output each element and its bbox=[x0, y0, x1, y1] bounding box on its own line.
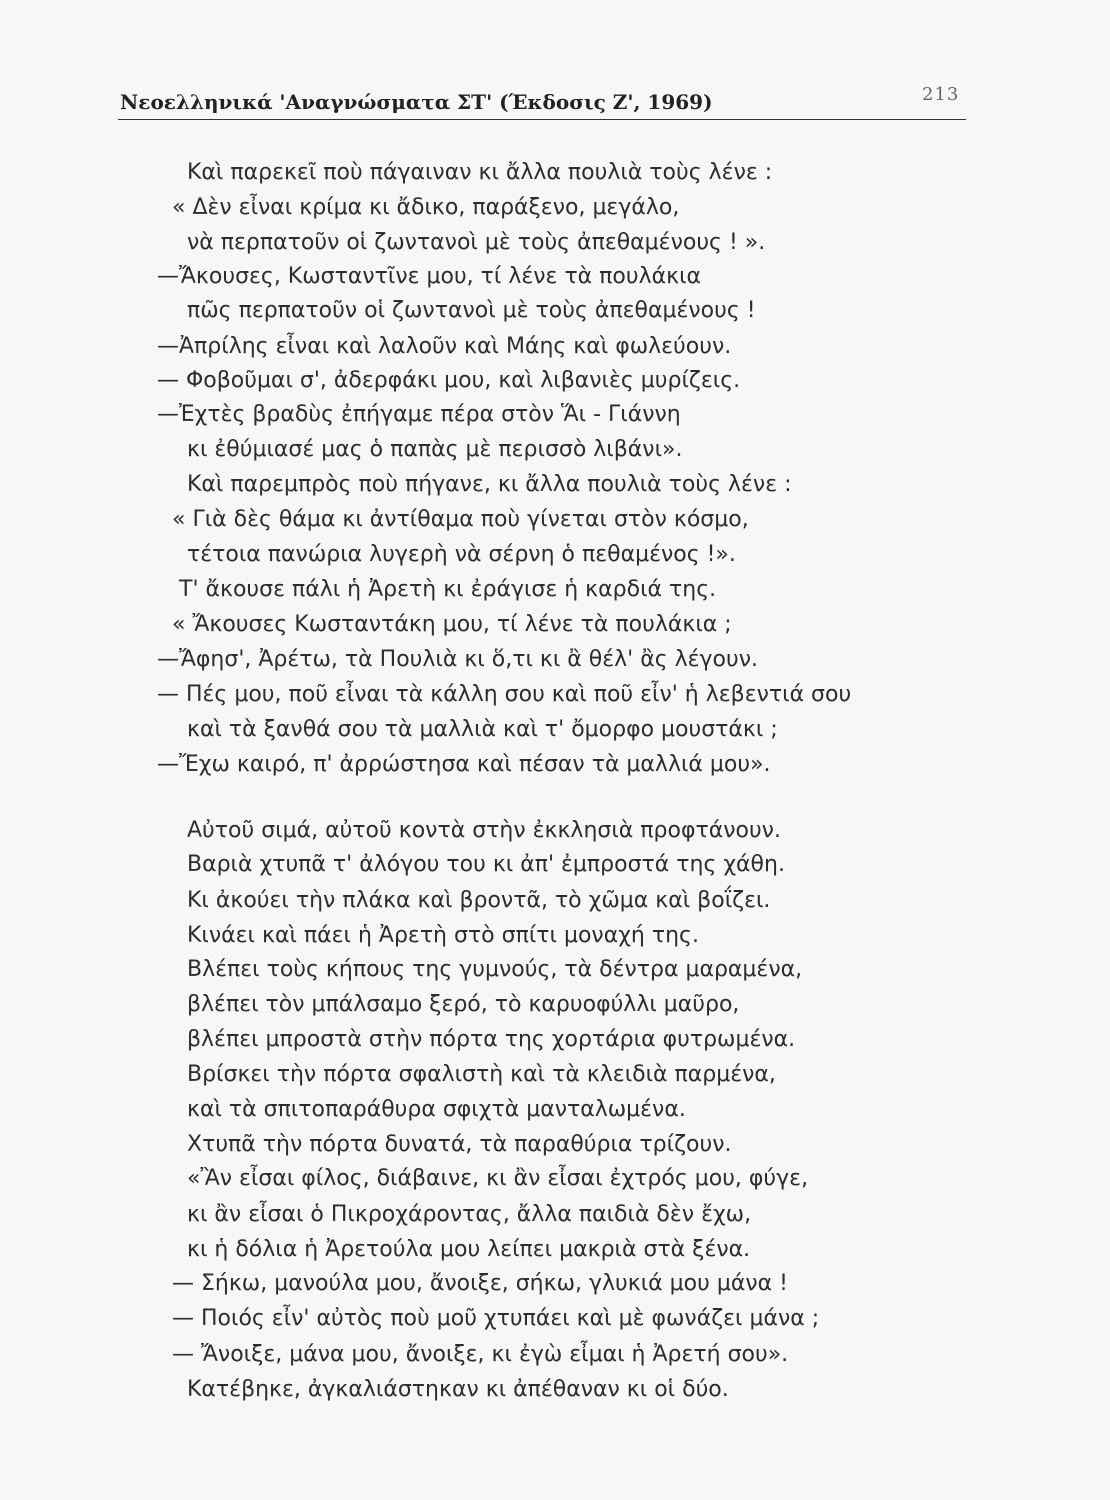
verse-line: κι ἂν εἶσαι ὁ Πικροχάροντας, ἄλλα παιδιὰ δὲν ἔχω, bbox=[187, 1202, 752, 1227]
verse-line: — Ἄνοιξε, μάνα μου, ἄνοιξε, κι ἐγὼ εἶμαι ἡ Ἀρετή σου». bbox=[172, 1342, 789, 1367]
verse-line: βλέπει τὸν μπάλσαμο ξερό, τὸ καρυοφύλλι μαῦρο, bbox=[187, 992, 740, 1017]
verse-line: « Δὲν εἶναι κρίμα κι ἄδικο, παράξενο, μεγάλο, bbox=[172, 195, 680, 220]
verse-line: — Φοβοῦμαι σ', ἀδερφάκι μου, καὶ λιβανιὲς μυρίζεις. bbox=[157, 368, 741, 393]
verse-line: «Ἂν εἶσαι φίλος, διάβαινε, κι ἂν εἶσαι ἐχτρός μου, φύγε, bbox=[187, 1166, 809, 1191]
verse-line: κι ἐθύμιασέ μας ὁ παπὰς μὲ περισσὸ λιβάνι». bbox=[187, 437, 683, 462]
verse-line: Χτυπᾶ τὴν πόρτα δυνατά, τὰ παραθύρια τρίζουν. bbox=[187, 1132, 732, 1157]
verse-line: Κατέβηκε, ἀγκαλιάστηκαν κι ἀπέθαναν κι οἱ δύο. bbox=[187, 1377, 729, 1402]
verse-line: —Ἐχτὲς βραδὺς ἐπήγαμε πέρα στὸν Ἅι - Γιάννη bbox=[157, 402, 681, 427]
verse-line: Καὶ παρεμπρὸς ποὺ πήγανε, κι ἄλλα πουλιὰ τοὺς λένε : bbox=[187, 472, 792, 497]
verse-line: — Πές μου, ποῦ εἶναι τὰ κάλλη σου καὶ ποῦ εἶν' ἡ λεβεντιά σου bbox=[157, 682, 852, 707]
header-title: Νεοελληνικά 'Αναγνώσματα ΣΤ' (Έκδοσις Ζ', 1969) bbox=[120, 90, 713, 114]
verse-line: — Ποιός εἶν' αὐτὸς ποὺ μοῦ χτυπάει καὶ μὲ φωνάζει μάνα ; bbox=[172, 1306, 820, 1331]
verse-line: νὰ περπατοῦν οἱ ζωντανοὶ μὲ τοὺς ἀπεθαμένους ! ». bbox=[187, 230, 766, 255]
verse-line: —Ἔχω καιρό, π' ἀρρώστησα καὶ πέσαν τὰ μαλλιά μου». bbox=[157, 752, 771, 777]
verse-line: Βαριὰ χτυπᾶ τ' ἀλόγου του κι ἀπ' ἐμπροστά της χάθη. bbox=[187, 852, 785, 877]
verse-line: « Ἄκουσες Κωσταντάκη μου, τί λένε τὰ πουλάκια ; bbox=[172, 612, 732, 637]
verse-line: Βλέπει τοὺς κήπους της γυμνούς, τὰ δέντρα μαραμένα, bbox=[187, 957, 803, 982]
verse-line: καὶ τὰ ξανθά σου τὰ μαλλιὰ καὶ τ' ὄμορφο μουστάκι ; bbox=[187, 717, 778, 742]
verse-line: Αὐτοῦ σιμά, αὐτοῦ κοντὰ στὴν ἐκκλησιὰ προφτάνουν. bbox=[187, 818, 781, 843]
verse-line: τέτοια πανώρια λυγερὴ νὰ σέρνη ὁ πεθαμένος !». bbox=[187, 542, 736, 567]
verse-line: καὶ τὰ σπιτοπαράθυρα σφιχτὰ μανταλωμένα. bbox=[187, 1097, 686, 1122]
verse-line: πῶς περπατοῦν οἱ ζωντανοὶ μὲ τοὺς ἀπεθαμένους ! bbox=[187, 298, 756, 323]
header-rule bbox=[118, 119, 966, 120]
verse-line: Κι ἀκούει τὴν πλάκα καὶ βροντᾶ, τὸ χῶμα καὶ βοΐζει. bbox=[187, 888, 771, 913]
verse-line: Βρίσκει τὴν πόρτα σφαλιστὴ καὶ τὰ κλειδιὰ παρμένα, bbox=[187, 1062, 776, 1087]
verse-line: « Γιὰ δὲς θάμα κι ἀντίθαμα ποὺ γίνεται στὸν κόσμο, bbox=[172, 507, 749, 532]
verse-line: Κινάει καὶ πάει ἡ Ἀρετὴ στὸ σπίτι μοναχή της. bbox=[187, 923, 699, 948]
verse-line: —Ἄκουσες, Κωσταντῖνε μου, τί λένε τὰ πουλάκια bbox=[157, 264, 702, 289]
verse-line: βλέπει μπροστὰ στὴν πόρτα της χορτάρια φυτρωμένα. bbox=[187, 1027, 796, 1052]
verse-line: — Σήκω, μανούλα μου, ἄνοιξε, σήκω, γλυκιά μου μάνα ! bbox=[172, 1271, 788, 1296]
verse-line: —Ἀπρίλης εἶναι καὶ λαλοῦν καὶ Μάης καὶ φωλεύουν. bbox=[157, 334, 732, 359]
verse-line: Τ' ἄκουσε πάλι ἡ Ἀρετὴ κι ἐράγισε ἡ καρδιά της. bbox=[179, 577, 717, 602]
verse-line: Καὶ παρεκεῖ ποὺ πάγαιναν κι ἄλλα πουλιὰ τοὺς λένε : bbox=[187, 160, 773, 185]
page-number: 213 bbox=[922, 84, 960, 105]
verse-line: κι ἡ δόλια ἡ Ἀρετούλα μου λείπει μακριὰ στὰ ξένα. bbox=[187, 1237, 751, 1262]
verse-line: —Ἄφησ', Ἀρέτω, τὰ Πουλιὰ κι ὅ,τι κι ἂ θέλ' ἂς λέγουν. bbox=[157, 647, 759, 672]
